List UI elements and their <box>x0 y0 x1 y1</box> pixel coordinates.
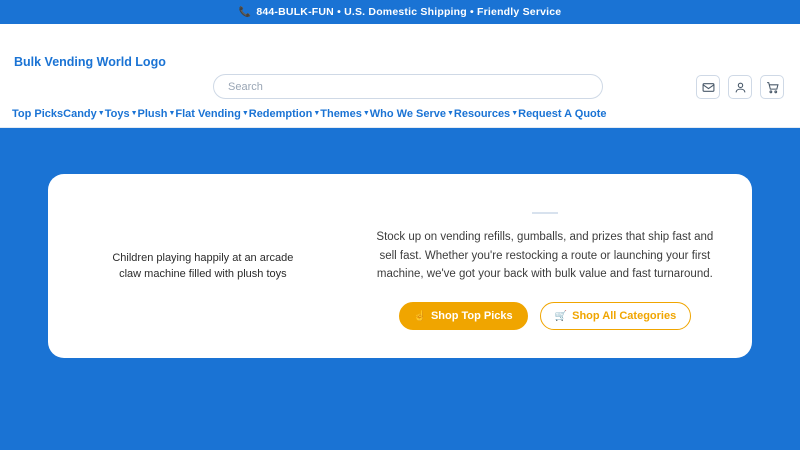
hero-card <box>48 174 752 358</box>
nav-item-label: Resources <box>453 107 511 120</box>
site-header <box>0 24 800 100</box>
nav-item-themes[interactable] <box>320 108 370 120</box>
search-input[interactable] <box>213 74 603 99</box>
nav-item-who-we-serve[interactable] <box>370 108 454 120</box>
nav-item-flat-vending[interactable] <box>175 108 248 120</box>
hero-image-alt-text: Children playing happily at an arcade claw machine filled with plush toys <box>112 251 294 280</box>
chevron-down-icon: ▼ <box>241 109 249 117</box>
nav-item-redemption[interactable] <box>249 108 321 120</box>
chevron-down-icon: ▼ <box>168 109 176 117</box>
cart-icon[interactable] <box>760 75 784 99</box>
cart-icon: 🛒 <box>554 310 568 322</box>
chevron-down-icon: ▼ <box>130 109 138 117</box>
search-container <box>213 74 603 99</box>
nav-item-label: Request A Quote <box>518 107 607 120</box>
phone-icon: 📞 <box>238 6 252 18</box>
nav-item-label: Who We Serve <box>369 107 446 120</box>
nav-item-label: Toys <box>104 107 130 120</box>
chevron-down-icon: ▼ <box>313 109 321 117</box>
hero-content <box>358 174 752 358</box>
nav-item-label: Flat Vending <box>175 107 241 120</box>
hero-body-text: Stock up on vending refills, gumballs, and prizes that ship fast and sell fast. Whether you're restocking a route or launching your first machine, we've got your back with bulk value and fast turnaround. <box>376 230 714 281</box>
nav-item-plush[interactable] <box>138 108 176 120</box>
envelope-icon[interactable] <box>696 75 720 99</box>
nav-item-resources[interactable] <box>454 108 518 120</box>
announcement-text: 844-BULK-FUN • U.S. Domestic Shipping • Friendly Service <box>256 6 562 18</box>
nav-item-label: Plush <box>137 107 168 120</box>
nav-item-top-picks[interactable] <box>12 108 63 120</box>
nav-item-label: Candy <box>63 107 97 120</box>
hero-image-placeholder <box>48 174 358 358</box>
header-icon-group <box>696 75 784 99</box>
announcement-bar <box>0 0 800 24</box>
hero-section <box>0 128 800 450</box>
user-icon[interactable] <box>728 75 752 99</box>
hero-button-group <box>399 302 692 330</box>
main-navigation <box>0 100 800 128</box>
chevron-down-icon: ▼ <box>446 109 454 117</box>
shop-top-picks-label: Shop Top Picks <box>430 310 513 323</box>
hand-pointing-icon: ☝ <box>413 310 426 322</box>
chevron-down-icon: ▼ <box>511 109 519 117</box>
nav-item-toys[interactable] <box>105 108 138 120</box>
site-logo[interactable]: Bulk Vending World Logo <box>14 55 166 69</box>
shop-all-categories-button[interactable] <box>540 302 692 330</box>
divider <box>532 212 558 214</box>
shop-all-categories-label: Shop All Categories <box>572 310 677 323</box>
nav-item-label: Themes <box>320 107 362 120</box>
nav-item-label: Redemption <box>248 107 313 120</box>
nav-item-label: Top Picks <box>12 107 64 120</box>
chevron-down-icon: ▼ <box>97 109 105 117</box>
chevron-down-icon: ▼ <box>362 109 370 117</box>
shop-top-picks-button[interactable] <box>399 302 528 330</box>
nav-item-request-a-quote[interactable] <box>518 108 606 120</box>
nav-item-candy[interactable] <box>63 108 105 120</box>
